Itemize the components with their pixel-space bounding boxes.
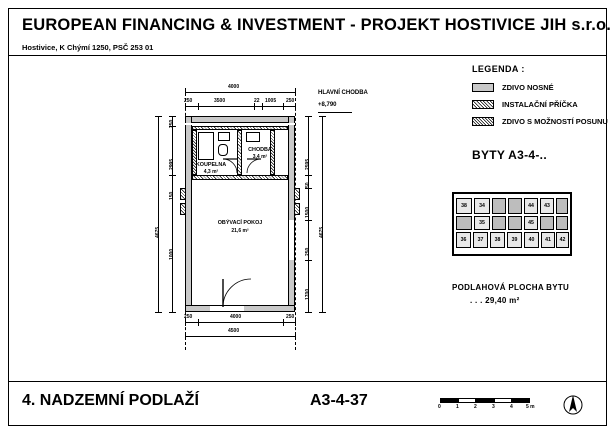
dimension-tick [319, 312, 326, 313]
room-area-obyvaci-pokoj: 21,6 m² [231, 228, 249, 234]
door-swing-corridor-icon [246, 158, 262, 174]
wall-left [185, 116, 192, 312]
dimension-text: 1500 [305, 206, 311, 218]
dimension-text: 250 [169, 119, 175, 128]
shaft-box [180, 203, 186, 215]
legend-label: ZDIVO S MOŽNOSTÍ POSUNU [502, 117, 608, 126]
dimension-line-left [172, 116, 173, 312]
dimension-tick [319, 116, 326, 117]
scale-segment [512, 398, 530, 403]
dimension-text: 150 [169, 191, 175, 200]
dimension-tick [262, 103, 263, 110]
partition-bathroom-bottom [192, 175, 288, 180]
dimension-tick [305, 175, 312, 176]
dimension-text: 250 [305, 247, 311, 256]
extension-line [295, 88, 296, 350]
dimension-tick [305, 188, 312, 189]
shaft-box [294, 188, 300, 200]
dimension-tick [305, 116, 312, 117]
legend-swatch-solid-icon [472, 83, 494, 92]
drawing-code: A3-4-37 [310, 392, 368, 409]
dimension-tick [305, 260, 312, 261]
keyplan-core [508, 216, 522, 230]
dimension-tick [185, 103, 186, 110]
scale-segment [476, 398, 494, 403]
keyplan-edge [570, 192, 572, 256]
keyplan-core [456, 216, 472, 230]
dimension-text: 250 [184, 314, 193, 320]
keyplan-unit: 38 [490, 232, 505, 248]
dimension-tick [254, 103, 255, 110]
byty-title: BYTY A3-4-.. [472, 148, 547, 162]
bathtub-icon [198, 132, 214, 160]
level-label: +8,790 [318, 102, 337, 108]
keyplan-unit: 41 [541, 232, 555, 248]
room-label-obyvaci-pokoj: OBÝVACÍ POKOJ [217, 220, 263, 226]
scale-segment [494, 398, 512, 403]
keyplan-unit: 45 [524, 216, 538, 230]
keyplan-core [540, 216, 554, 230]
keyplan-unit: 37 [473, 232, 488, 248]
keyplan-unit: 40 [524, 232, 539, 248]
key-plan [452, 192, 572, 256]
inner-face-line [185, 123, 295, 125]
dimension-text: 3500 [214, 98, 226, 104]
dimension-text: 50 [305, 182, 311, 188]
dimension-line-top-overall [185, 92, 295, 93]
dimension-text: 1700 [305, 288, 311, 300]
dimension-line-right-overall [322, 116, 323, 312]
keyplan-unit: 44 [524, 198, 538, 214]
corridor-label: HLAVNÍ CHODBA [318, 90, 368, 96]
scale-tick-label: 3 [492, 404, 495, 410]
dimension-line-bottom-segments [185, 322, 295, 323]
company-address: Hostivice, K Chýmí 1250, PSČ 253 01 [22, 43, 154, 52]
room-area-chodba: 3,4 m² [252, 154, 268, 160]
keyplan-unit: 38 [456, 198, 472, 214]
scale-segment [440, 398, 458, 403]
keyplan-edge [452, 192, 572, 194]
dimension-text: 250 [286, 314, 295, 320]
header-divider [9, 55, 606, 56]
keyplan-unit: 42 [556, 232, 569, 248]
dimension-text: 2595 [305, 158, 311, 170]
dimension-tick [185, 89, 186, 96]
legend-swatch-hatch-icon [472, 100, 494, 109]
keyplan-unit: 35 [474, 216, 490, 230]
closet-icon [246, 132, 260, 142]
room-label-chodba: CHODBA [248, 147, 272, 153]
dimension-tick [185, 333, 186, 340]
dimension-text: 4000 [228, 84, 240, 90]
dimension-text: 250 [286, 98, 295, 104]
area-note-line1: PODLAHOVÁ PLOCHA BYTU [452, 283, 570, 292]
dimension-tick [283, 103, 284, 110]
floor-plan [150, 70, 368, 350]
scale-tick-label: 5 m [526, 404, 535, 410]
room-area-koupelna: 4,3 m² [203, 169, 219, 175]
keyplan-core [492, 216, 506, 230]
toilet-icon [218, 144, 228, 156]
dimension-text: 250 [184, 98, 193, 104]
dimension-tick [169, 116, 176, 117]
scale-bar [440, 398, 550, 416]
area-note-line2: . . . 29,40 m² [470, 296, 520, 305]
room-label-koupelna: KOUPELNA [195, 162, 227, 168]
sink-icon [218, 132, 230, 141]
dimension-tick [155, 116, 162, 117]
dimension-tick [169, 175, 176, 176]
keyplan-edge [452, 192, 454, 256]
legend-swatch-crosshatch-icon [472, 117, 494, 126]
dimension-text: 22 [254, 98, 260, 104]
dimension-text: 2995 [169, 158, 175, 170]
door-swing-entrance-icon [222, 278, 252, 308]
floor-label: 4. NADZEMNÍ PODLAŽÍ [22, 392, 199, 409]
dimension-tick [295, 103, 296, 110]
legend-item-load-bearing [472, 82, 602, 94]
dimension-tick [295, 319, 296, 326]
dimension-text: 1005 [265, 98, 277, 104]
dimension-tick [295, 89, 296, 96]
dimension-tick [198, 319, 199, 326]
dimension-tick [198, 103, 199, 110]
north-arrow-icon [563, 392, 587, 418]
keyplan-core [508, 198, 522, 214]
shaft-box [294, 203, 300, 215]
dimension-text: 4675 [155, 226, 161, 238]
scale-tick-label: 4 [510, 404, 513, 410]
scale-tick-label: 1 [456, 404, 459, 410]
legend-label: INSTALAČNÍ PŘÍČKA [502, 100, 578, 109]
level-underline [318, 112, 352, 113]
dimension-tick [305, 312, 312, 313]
footer-divider [9, 381, 606, 382]
dimension-tick [305, 220, 312, 221]
keyplan-unit: 34 [474, 198, 490, 214]
dimension-line-top-segments [185, 106, 295, 107]
dimension-text: 4000 [230, 314, 242, 320]
dimension-line-left-overall [158, 116, 159, 312]
legend-title: LEGENDA : [472, 64, 525, 74]
legend-item-installation-partition [472, 99, 602, 111]
dimension-text: 1000 [169, 248, 175, 260]
legend-label: ZDIVO NOSNÉ [502, 83, 554, 92]
scale-segment [458, 398, 476, 403]
scale-tick-label: 0 [438, 404, 441, 410]
dimension-tick [169, 312, 176, 313]
keyplan-edge [452, 254, 572, 256]
legend-item-movable-wall [472, 116, 608, 128]
wall-top [185, 116, 295, 123]
dimension-line-bottom-overall [185, 336, 295, 337]
keyplan-unit: 36 [456, 232, 471, 248]
keyplan-unit: 43 [540, 198, 554, 214]
scale-tick-label: 2 [474, 404, 477, 410]
page-title: EUROPEAN FINANCING & INVESTMENT - PROJEKT HOSTIVICE JIH s.r.o. [22, 16, 612, 34]
keyplan-unit: 39 [507, 232, 522, 248]
shaft-box [180, 188, 186, 200]
dimension-tick [155, 312, 162, 313]
dimension-text: 4675 [319, 226, 325, 238]
dimension-tick [295, 333, 296, 340]
keyplan-core [492, 198, 506, 214]
dimension-text: 4500 [228, 328, 240, 334]
dimension-tick [185, 319, 186, 326]
keyplan-core [556, 216, 568, 230]
window-right [288, 220, 295, 260]
dimension-tick [283, 319, 284, 326]
keyplan-core [556, 198, 568, 214]
